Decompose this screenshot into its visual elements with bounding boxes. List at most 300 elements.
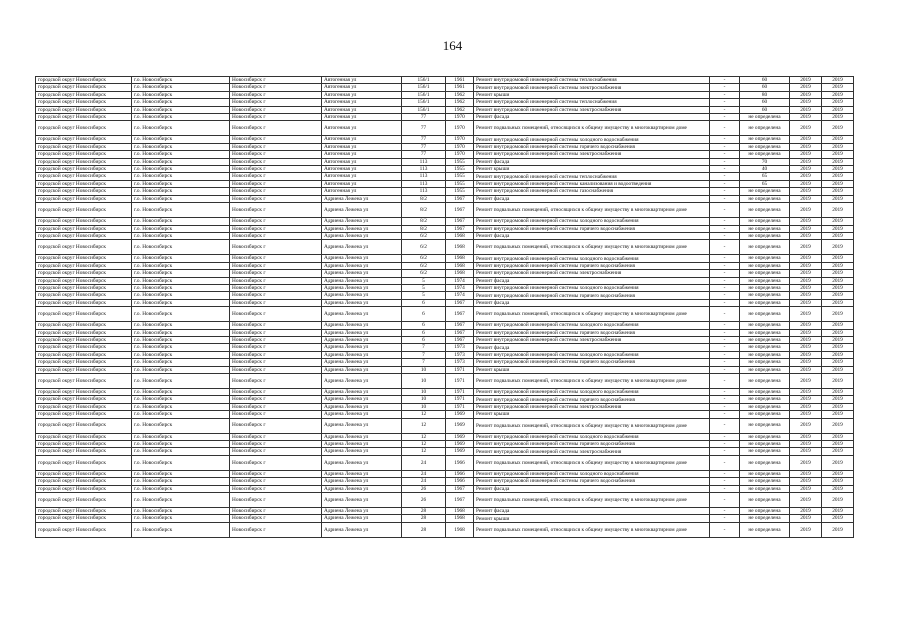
street-cell: Адриена Лежена ул — [322, 351, 402, 358]
end-year-cell: 2019 — [822, 455, 854, 470]
end-year-cell: 2019 — [822, 329, 854, 336]
street-cell: Адриена Лежена ул — [322, 240, 402, 255]
work-cell: Ремонт внутридомовой инженерной системы горячего водоснабжения — [474, 225, 710, 232]
table-row — [36, 322, 854, 329]
locality-cell: Новосибирск г — [230, 389, 322, 396]
start-year-cell: 2019 — [790, 188, 822, 195]
district-cell: городской округ Новосибирск — [36, 284, 132, 291]
street-cell: Адриена Лежена ул — [322, 485, 402, 492]
municipality-cell: г.о. Новосибирск — [132, 121, 230, 136]
locality-cell: Новосибирск г — [230, 143, 322, 150]
space-cell: - — [710, 218, 740, 225]
district-cell: городской округ Новосибирск — [36, 478, 132, 485]
house-cell: 156/1 — [402, 84, 446, 91]
cost-cell: не определена — [740, 344, 790, 351]
municipality-cell: г.о. Новосибирск — [132, 262, 230, 269]
cost-cell: не определена — [740, 359, 790, 366]
start-year-cell: 2019 — [790, 151, 822, 158]
page-number: 164 — [442, 38, 463, 53]
house-cell: 28 — [402, 508, 446, 515]
year-cell: 1967 — [446, 322, 474, 329]
cost-cell: не определена — [740, 307, 790, 322]
house-cell: 7 — [402, 351, 446, 358]
space-cell: - — [710, 91, 740, 98]
space-cell: - — [710, 359, 740, 366]
work-cell: Ремонт внутридомовой инженерной системы газоснабжения — [474, 188, 710, 195]
cost-cell: 70 — [740, 158, 790, 165]
house-cell: 156/1 — [402, 99, 446, 106]
end-year-cell: 2019 — [822, 166, 854, 173]
municipality-cell: г.о. Новосибирск — [132, 203, 230, 218]
year-cell: 1973 — [446, 344, 474, 351]
locality-cell: Новосибирск г — [230, 188, 322, 195]
start-year-cell: 2019 — [790, 470, 822, 477]
district-cell: городской округ Новосибирск — [36, 91, 132, 98]
locality-cell: Новосибирск г — [230, 151, 322, 158]
municipality-cell: г.о. Новосибирск — [132, 240, 230, 255]
year-cell: 1968 — [446, 262, 474, 269]
start-year-cell: 2019 — [790, 240, 822, 255]
table-row — [36, 329, 854, 336]
table-row — [36, 180, 854, 187]
district-cell: городской округ Новосибирск — [36, 218, 132, 225]
table-row — [36, 173, 854, 180]
year-cell: 1968 — [446, 270, 474, 277]
table-row — [36, 448, 854, 455]
end-year-cell: 2019 — [822, 508, 854, 515]
locality-cell: Новосибирск г — [230, 77, 322, 84]
work-cell: Ремонт подвальных помещений, относящихся к общему имуществу в многоквартирном доме — [474, 121, 710, 136]
municipality-cell: г.о. Новосибирск — [132, 485, 230, 492]
locality-cell: Новосибирск г — [230, 255, 322, 262]
locality-cell: Новосибирск г — [230, 396, 322, 403]
street-cell: Адриена Лежена ул — [322, 203, 402, 218]
space-cell: - — [710, 433, 740, 440]
house-cell: 6 — [402, 329, 446, 336]
street-cell: Автогенная ул — [322, 114, 402, 121]
work-cell: Ремонт фасада — [474, 158, 710, 165]
street-cell: Адриена Лежена ул — [322, 322, 402, 329]
district-cell: городской округ Новосибирск — [36, 188, 132, 195]
year-cell: 1974 — [446, 284, 474, 291]
table-row — [36, 493, 854, 508]
district-cell: городской округ Новосибирск — [36, 158, 132, 165]
space-cell: - — [710, 344, 740, 351]
cost-cell: не определена — [740, 284, 790, 291]
house-cell: 77 — [402, 136, 446, 143]
year-cell: 1974 — [446, 277, 474, 284]
district-cell: городской округ Новосибирск — [36, 143, 132, 150]
house-cell: 24 — [402, 478, 446, 485]
year-cell: 1955 — [446, 166, 474, 173]
start-year-cell: 2019 — [790, 121, 822, 136]
end-year-cell: 2019 — [822, 232, 854, 239]
district-cell: городской округ Новосибирск — [36, 262, 132, 269]
locality-cell: Новосибирск г — [230, 359, 322, 366]
cost-cell: не определена — [740, 403, 790, 410]
locality-cell: Новосибирск г — [230, 522, 322, 537]
locality-cell: Новосибирск г — [230, 225, 322, 232]
work-cell: Ремонт внутридомовой инженерной системы теплоснабжения — [474, 173, 710, 180]
year-cell: 1962 — [446, 99, 474, 106]
locality-cell: Новосибирск г — [230, 344, 322, 351]
space-cell: - — [710, 329, 740, 336]
space-cell: - — [710, 366, 740, 373]
cost-cell: не определена — [740, 470, 790, 477]
table-row — [36, 225, 854, 232]
house-cell: 8/2 — [402, 195, 446, 202]
district-cell: городской округ Новосибирск — [36, 195, 132, 202]
space-cell: - — [710, 225, 740, 232]
locality-cell: Новосибирск г — [230, 433, 322, 440]
district-cell: городской округ Новосибирск — [36, 336, 132, 343]
municipality-cell: г.о. Новосибирск — [132, 389, 230, 396]
end-year-cell: 2019 — [822, 240, 854, 255]
district-cell: городской округ Новосибирск — [36, 240, 132, 255]
year-cell: 1968 — [446, 255, 474, 262]
district-cell: городской округ Новосибирск — [36, 77, 132, 84]
start-year-cell: 2019 — [790, 418, 822, 433]
district-cell: городской округ Новосибирск — [36, 99, 132, 106]
end-year-cell: 2019 — [822, 493, 854, 508]
year-cell: 1967 — [446, 493, 474, 508]
space-cell: - — [710, 180, 740, 187]
house-cell: 24 — [402, 470, 446, 477]
year-cell: 1971 — [446, 389, 474, 396]
district-cell: городской округ Новосибирск — [36, 232, 132, 239]
end-year-cell: 2019 — [822, 389, 854, 396]
street-cell: Автогенная ул — [322, 106, 402, 113]
locality-cell: Новосибирск г — [230, 121, 322, 136]
space-cell: - — [710, 158, 740, 165]
district-cell: городской округ Новосибирск — [36, 522, 132, 537]
house-cell: 6 — [402, 299, 446, 306]
start-year-cell: 2019 — [790, 195, 822, 202]
space-cell: - — [710, 478, 740, 485]
work-cell: Ремонт внутридомовой инженерной системы электроснабжения — [474, 270, 710, 277]
space-cell: - — [710, 441, 740, 448]
year-cell: 1969 — [446, 441, 474, 448]
year-cell: 1969 — [446, 433, 474, 440]
locality-cell: Новосибирск г — [230, 99, 322, 106]
space-cell: - — [710, 240, 740, 255]
municipality-cell: г.о. Новосибирск — [132, 136, 230, 143]
house-cell: 6 — [402, 307, 446, 322]
house-cell: 5 — [402, 277, 446, 284]
table-row — [36, 508, 854, 515]
locality-cell: Новосибирск г — [230, 106, 322, 113]
end-year-cell: 2019 — [822, 180, 854, 187]
district-cell: городской округ Новосибирск — [36, 396, 132, 403]
locality-cell: Новосибирск г — [230, 299, 322, 306]
end-year-cell: 2019 — [822, 478, 854, 485]
year-cell: 1967 — [446, 336, 474, 343]
street-cell: Адриена Лежена ул — [322, 508, 402, 515]
work-cell: Ремонт внутридомовой инженерной системы горячего водоснабжения — [474, 359, 710, 366]
year-cell: 1967 — [446, 485, 474, 492]
street-cell: Адриена Лежена ул — [322, 455, 402, 470]
start-year-cell: 2019 — [790, 493, 822, 508]
street-cell: Автогенная ул — [322, 188, 402, 195]
district-cell: городской округ Новосибирск — [36, 173, 132, 180]
district-cell: городской округ Новосибирск — [36, 329, 132, 336]
start-year-cell: 2019 — [790, 136, 822, 143]
house-cell: 6/2 — [402, 232, 446, 239]
municipality-cell: г.о. Новосибирск — [132, 522, 230, 537]
municipality-cell: г.о. Новосибирск — [132, 403, 230, 410]
district-cell: городской округ Новосибирск — [36, 418, 132, 433]
end-year-cell: 2019 — [822, 158, 854, 165]
municipality-cell: г.о. Новосибирск — [132, 158, 230, 165]
district-cell: городской округ Новосибирск — [36, 433, 132, 440]
district-cell: городской округ Новосибирск — [36, 493, 132, 508]
start-year-cell: 2019 — [790, 455, 822, 470]
space-cell: - — [710, 455, 740, 470]
street-cell: Адриена Лежена ул — [322, 418, 402, 433]
cost-cell: не определена — [740, 114, 790, 121]
municipality-cell: г.о. Новосибирск — [132, 173, 230, 180]
work-cell: Ремонт фасада — [474, 195, 710, 202]
locality-cell: Новосибирск г — [230, 270, 322, 277]
space-cell: - — [710, 322, 740, 329]
start-year-cell: 2019 — [790, 262, 822, 269]
street-cell: Автогенная ул — [322, 77, 402, 84]
locality-cell: Новосибирск г — [230, 232, 322, 239]
table-row — [36, 218, 854, 225]
cost-cell: не определена — [740, 143, 790, 150]
space-cell: - — [710, 99, 740, 106]
start-year-cell: 2019 — [790, 106, 822, 113]
municipality-cell: г.о. Новосибирск — [132, 336, 230, 343]
table-row — [36, 188, 854, 195]
street-cell: Адриена Лежена ул — [322, 478, 402, 485]
space-cell: - — [710, 418, 740, 433]
street-cell: Автогенная ул — [322, 158, 402, 165]
space-cell: - — [710, 351, 740, 358]
municipality-cell: г.о. Новосибирск — [132, 351, 230, 358]
municipality-cell: г.о. Новосибирск — [132, 478, 230, 485]
start-year-cell: 2019 — [790, 515, 822, 522]
space-cell: - — [710, 299, 740, 306]
district-cell: городской округ Новосибирск — [36, 344, 132, 351]
start-year-cell: 2019 — [790, 485, 822, 492]
space-cell: - — [710, 84, 740, 91]
year-cell: 1955 — [446, 173, 474, 180]
municipality-cell: г.о. Новосибирск — [132, 508, 230, 515]
work-cell: Ремонт крыши — [474, 515, 710, 522]
table-row — [36, 143, 854, 150]
table-row — [36, 396, 854, 403]
district-cell: городской округ Новосибирск — [36, 121, 132, 136]
municipality-cell: г.о. Новосибирск — [132, 418, 230, 433]
end-year-cell: 2019 — [822, 225, 854, 232]
street-cell: Адриена Лежена ул — [322, 522, 402, 537]
work-cell: Ремонт крыши — [474, 166, 710, 173]
end-year-cell: 2019 — [822, 203, 854, 218]
table-row — [36, 389, 854, 396]
space-cell: - — [710, 136, 740, 143]
house-cell: 8/2 — [402, 203, 446, 218]
start-year-cell: 2019 — [790, 351, 822, 358]
work-cell: Ремонт фасада — [474, 232, 710, 239]
end-year-cell: 2019 — [822, 173, 854, 180]
start-year-cell: 2019 — [790, 255, 822, 262]
year-cell: 1968 — [446, 508, 474, 515]
start-year-cell: 2019 — [790, 91, 822, 98]
cost-cell: не определена — [740, 299, 790, 306]
municipality-cell: г.о. Новосибирск — [132, 292, 230, 299]
year-cell: 1970 — [446, 136, 474, 143]
house-cell: 156/1 — [402, 106, 446, 113]
cost-cell: не определена — [740, 188, 790, 195]
space-cell: - — [710, 515, 740, 522]
start-year-cell: 2019 — [790, 292, 822, 299]
space-cell: - — [710, 485, 740, 492]
table-row — [36, 522, 854, 537]
year-cell: 1967 — [446, 195, 474, 202]
year-cell: 1967 — [446, 329, 474, 336]
table-row — [36, 121, 854, 136]
end-year-cell: 2019 — [822, 106, 854, 113]
street-cell: Адриена Лежена ул — [322, 344, 402, 351]
municipality-cell: г.о. Новосибирск — [132, 270, 230, 277]
locality-cell: Новосибирск г — [230, 180, 322, 187]
space-cell: - — [710, 493, 740, 508]
district-cell: городской округ Новосибирск — [36, 515, 132, 522]
locality-cell: Новосибирск г — [230, 374, 322, 389]
work-cell: Ремонт фасада — [474, 277, 710, 284]
start-year-cell: 2019 — [790, 299, 822, 306]
cost-cell: не определена — [740, 218, 790, 225]
municipality-cell: г.о. Новосибирск — [132, 218, 230, 225]
year-cell: 1962 — [446, 91, 474, 98]
space-cell: - — [710, 232, 740, 239]
house-cell: 12 — [402, 411, 446, 418]
district-cell: городской округ Новосибирск — [36, 136, 132, 143]
district-cell: городской округ Новосибирск — [36, 277, 132, 284]
house-cell: 12 — [402, 448, 446, 455]
work-cell: Ремонт фасада — [474, 344, 710, 351]
house-cell: 26 — [402, 485, 446, 492]
end-year-cell: 2019 — [822, 77, 854, 84]
district-cell: городской округ Новосибирск — [36, 225, 132, 232]
house-cell: 77 — [402, 121, 446, 136]
end-year-cell: 2019 — [822, 396, 854, 403]
start-year-cell: 2019 — [790, 336, 822, 343]
year-cell: 1966 — [446, 455, 474, 470]
space-cell: - — [710, 307, 740, 322]
table-row — [36, 166, 854, 173]
street-cell: Адриена Лежена ул — [322, 218, 402, 225]
table-row — [36, 277, 854, 284]
street-cell: Адриена Лежена ул — [322, 255, 402, 262]
end-year-cell: 2019 — [822, 91, 854, 98]
table-row — [36, 240, 854, 255]
locality-cell: Новосибирск г — [230, 493, 322, 508]
year-cell: 1967 — [446, 307, 474, 322]
street-cell: Автогенная ул — [322, 121, 402, 136]
district-cell: городской округ Новосибирск — [36, 180, 132, 187]
locality-cell: Новосибирск г — [230, 84, 322, 91]
street-cell: Адриена Лежена ул — [322, 441, 402, 448]
end-year-cell: 2019 — [822, 344, 854, 351]
locality-cell: Новосибирск г — [230, 284, 322, 291]
locality-cell: Новосибирск г — [230, 478, 322, 485]
space-cell: - — [710, 403, 740, 410]
municipality-cell: г.о. Новосибирск — [132, 329, 230, 336]
house-cell: 6/2 — [402, 270, 446, 277]
street-cell: Адриена Лежена ул — [322, 359, 402, 366]
space-cell: - — [710, 151, 740, 158]
locality-cell: Новосибирск г — [230, 136, 322, 143]
house-cell: 156/1 — [402, 77, 446, 84]
space-cell: - — [710, 114, 740, 121]
year-cell: 1967 — [446, 299, 474, 306]
cost-cell: не определена — [740, 232, 790, 239]
end-year-cell: 2019 — [822, 136, 854, 143]
municipality-cell: г.о. Новосибирск — [132, 106, 230, 113]
cost-cell: не определена — [740, 240, 790, 255]
year-cell: 1961 — [446, 77, 474, 84]
cost-cell: не определена — [740, 255, 790, 262]
cost-cell: не определена — [740, 418, 790, 433]
house-cell: 10 — [402, 374, 446, 389]
municipality-cell: г.о. Новосибирск — [132, 277, 230, 284]
space-cell: - — [710, 336, 740, 343]
space-cell: - — [710, 143, 740, 150]
space-cell: - — [710, 292, 740, 299]
start-year-cell: 2019 — [790, 374, 822, 389]
table-row — [36, 284, 854, 291]
space-cell: - — [710, 508, 740, 515]
house-cell: 10 — [402, 396, 446, 403]
district-cell: городской округ Новосибирск — [36, 351, 132, 358]
municipality-cell: г.о. Новосибирск — [132, 99, 230, 106]
street-cell: Автогенная ул — [322, 180, 402, 187]
cost-cell: не определена — [740, 433, 790, 440]
end-year-cell: 2019 — [822, 359, 854, 366]
table-row — [36, 299, 854, 306]
street-cell: Адриена Лежена ул — [322, 448, 402, 455]
cost-cell: 65 — [740, 173, 790, 180]
municipality-cell: г.о. Новосибирск — [132, 114, 230, 121]
municipality-cell: г.о. Новосибирск — [132, 307, 230, 322]
table-row — [36, 515, 854, 522]
street-cell: Адриена Лежена ул — [322, 277, 402, 284]
space-cell: - — [710, 389, 740, 396]
cost-cell: не определена — [740, 455, 790, 470]
end-year-cell: 2019 — [822, 366, 854, 373]
table-row — [36, 441, 854, 448]
municipality-cell: г.о. Новосибирск — [132, 299, 230, 306]
table-row — [36, 485, 854, 492]
cost-cell: не определена — [740, 292, 790, 299]
start-year-cell: 2019 — [790, 448, 822, 455]
cost-cell: 80 — [740, 91, 790, 98]
district-cell: городской округ Новосибирск — [36, 106, 132, 113]
cost-cell: не определена — [740, 448, 790, 455]
locality-cell: Новосибирск г — [230, 173, 322, 180]
street-cell: Адриена Лежена ул — [322, 433, 402, 440]
locality-cell: Новосибирск г — [230, 470, 322, 477]
space-cell: - — [710, 188, 740, 195]
cost-cell: не определена — [740, 522, 790, 537]
municipality-cell: г.о. Новосибирск — [132, 255, 230, 262]
municipality-cell: г.о. Новосибирск — [132, 374, 230, 389]
work-cell: Ремонт крыши — [474, 366, 710, 373]
table-row — [36, 344, 854, 351]
table-row — [36, 136, 854, 143]
